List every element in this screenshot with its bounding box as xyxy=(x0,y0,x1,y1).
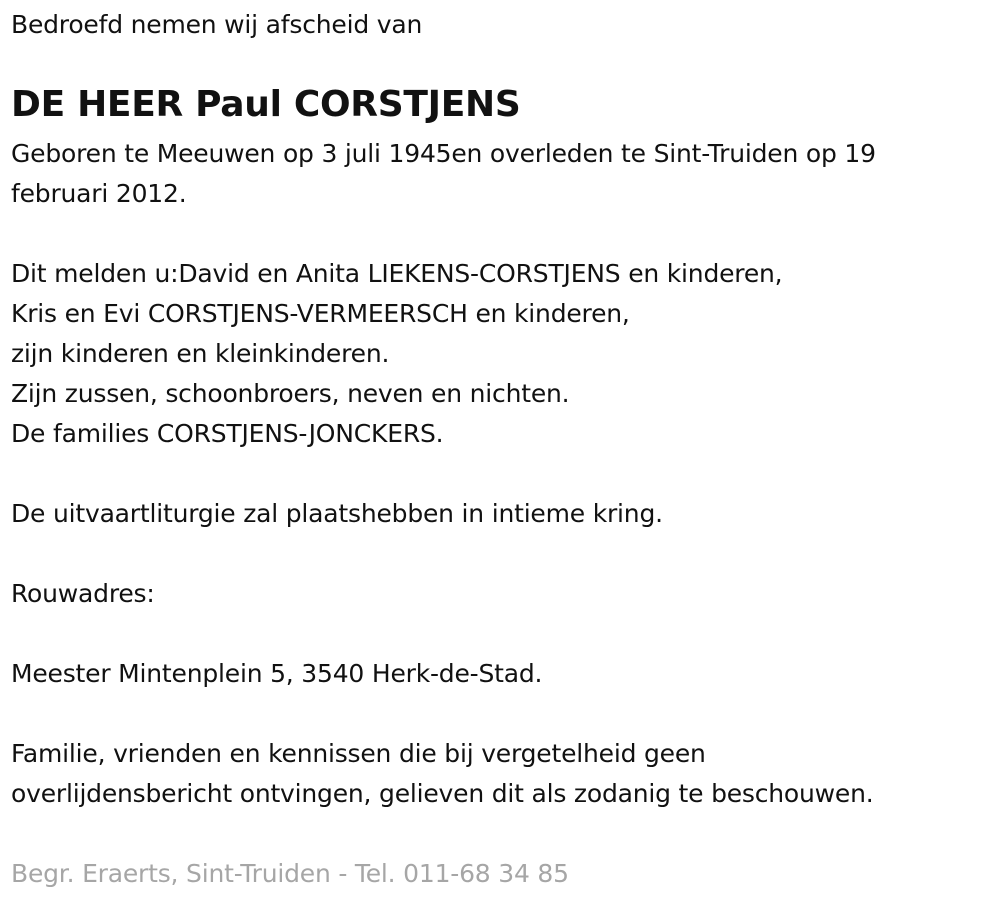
family-list xyxy=(11,254,782,454)
family-line: Kris en Evi CORSTJENS-VERMEERSCH en kinderen, xyxy=(11,299,630,328)
intro-text: Bedroefd nemen wij afscheid van xyxy=(11,10,423,39)
birth-death-info xyxy=(11,134,876,214)
family-line: Zijn zussen, schoonbroers, neven en nichten. xyxy=(11,379,570,408)
liturgy-text: De uitvaartliturgie zal plaatshebben in intieme kring. xyxy=(11,499,663,528)
funeral-home-footer: Begr. Eraerts, Sint-Truiden - Tel. 011-68 34 85 xyxy=(11,859,569,888)
notice-line: overlijdensbericht ontvingen, gelieven dit als zodanig te beschouwen. xyxy=(11,779,874,808)
birth-death-line: Geboren te Meeuwen op 3 juli 1945en overleden te Sint-Truiden op 19 xyxy=(11,139,876,168)
family-line: Dit melden u:David en Anita LIEKENS-CORSTJENS en kinderen, xyxy=(11,259,783,288)
notice-line: Familie, vrienden en kennissen die bij vergetelheid geen xyxy=(11,739,706,768)
birth-death-line: februari 2012. xyxy=(11,179,187,208)
family-line: zijn kinderen en kleinkinderen. xyxy=(11,339,390,368)
notice-text xyxy=(11,734,874,814)
deceased-name: DE HEER Paul CORSTJENS xyxy=(11,84,521,125)
family-line: De families CORSTJENS-JONCKERS. xyxy=(11,419,444,448)
mourning-address: Meester Mintenplein 5, 3540 Herk-de-Stad. xyxy=(11,659,543,688)
address-label: Rouwadres: xyxy=(11,579,155,608)
